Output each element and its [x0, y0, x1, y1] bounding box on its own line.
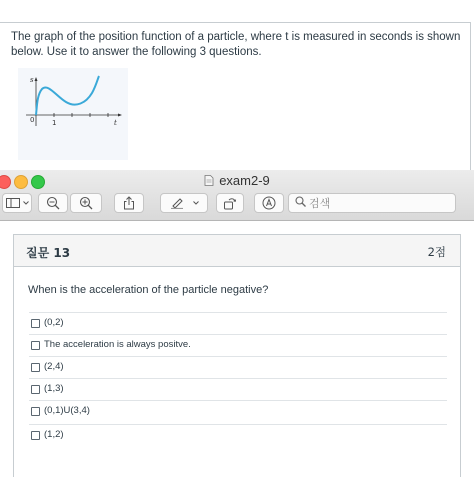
search-input[interactable] [309, 197, 449, 210]
answer-option[interactable] [29, 312, 447, 335]
question-header [14, 235, 460, 267]
answer-checkbox[interactable] [31, 407, 40, 416]
answer-checkbox[interactable] [31, 319, 40, 328]
zoom-in-icon [79, 196, 93, 210]
question-card [13, 234, 461, 477]
right-divider [470, 22, 471, 172]
answer-option[interactable] [29, 356, 447, 379]
search-icon [295, 194, 306, 212]
search-field[interactable] [288, 193, 456, 213]
answer-checkbox[interactable] [31, 385, 40, 394]
sidebar-icon [6, 198, 20, 208]
position-graph [18, 68, 128, 160]
rotate-icon [223, 197, 237, 210]
question-text: When is the acceleration of the particle negative? [28, 284, 269, 296]
answer-option[interactable] [29, 334, 447, 357]
highlight-button[interactable] [160, 193, 208, 213]
s-axis-label: s [30, 76, 34, 84]
top-divider [0, 22, 470, 23]
zoom-out-icon [46, 196, 60, 210]
share-icon [123, 196, 135, 210]
answer-label: The acceleration is always positve. [44, 339, 191, 350]
question-title: 질문 13 [26, 246, 71, 260]
window-title [0, 173, 474, 188]
markup-icon [262, 196, 276, 210]
answer-option[interactable] [29, 424, 447, 447]
answer-label: (1,3) [44, 383, 64, 394]
zoom-out-button[interactable] [38, 193, 68, 213]
share-button[interactable] [114, 193, 144, 213]
document-content [0, 221, 474, 476]
answer-label: (1,2) [44, 429, 64, 440]
intro-text: The graph of the position function of a particle, where t is measured in seconds is shown below. Use it to answer the following 3 questions. [11, 31, 461, 58]
highlighter-icon [169, 197, 185, 209]
rotate-button[interactable] [216, 193, 244, 213]
chevron-down-icon [23, 201, 29, 205]
position-curve [36, 76, 99, 115]
markup-button[interactable] [254, 193, 284, 213]
document-icon [204, 174, 214, 185]
position-graph-svg [18, 68, 128, 160]
answer-option[interactable] [29, 378, 447, 401]
answer-label: (0,1)U(3,4) [44, 405, 90, 416]
chevron-down-icon [193, 201, 199, 205]
answer-label: (2,4) [44, 361, 64, 372]
origin-tick-label: 0 [30, 116, 35, 124]
t-axis-arrow [118, 114, 122, 117]
answer-label: (0,2) [44, 317, 64, 328]
window-title-text: exam2-9 [219, 173, 270, 188]
t-axis-label: t [114, 119, 117, 127]
answer-checkbox[interactable] [31, 363, 40, 372]
question-points: 2점 [427, 245, 446, 259]
sidebar-toggle-button[interactable] [2, 193, 32, 213]
answer-checkbox[interactable] [31, 431, 40, 440]
zoom-in-button[interactable] [70, 193, 102, 213]
answer-checkbox[interactable] [31, 341, 40, 350]
preview-window-toolbar [0, 170, 474, 221]
answer-option[interactable] [29, 400, 447, 423]
tick-label-1: 1 [52, 119, 57, 127]
s-axis-arrow [35, 77, 38, 81]
